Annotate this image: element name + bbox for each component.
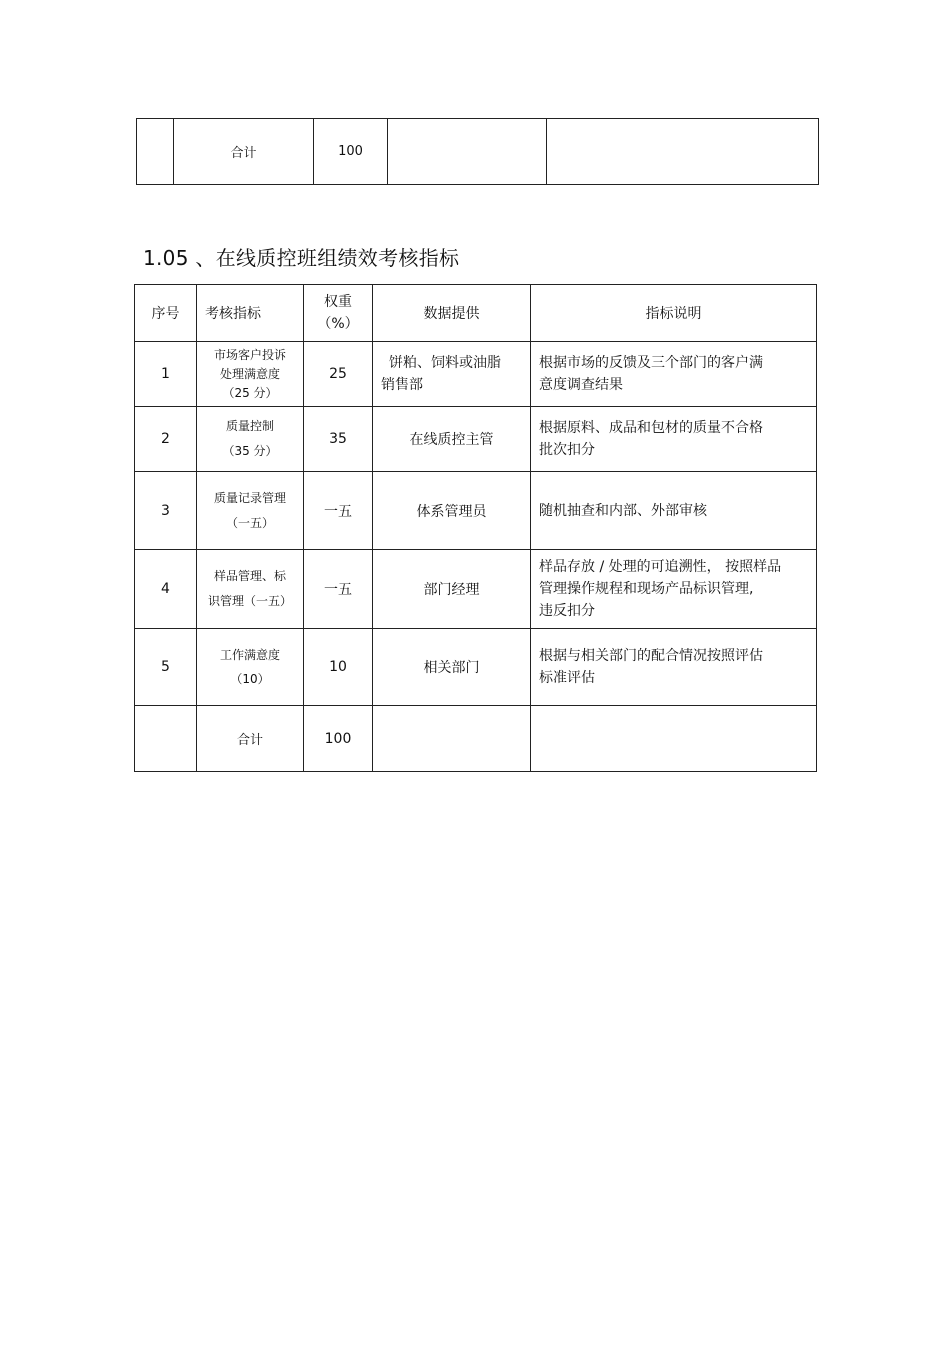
table-row — [135, 407, 817, 472]
row-seq: 4 — [135, 550, 197, 629]
description-line: 根据与相关部门的配合情况按照评估 — [539, 648, 763, 664]
indicator-line: （35 分） — [222, 444, 278, 458]
indicator-line: 识管理（一五） — [207, 594, 292, 608]
source-line: 销售部 — [381, 377, 423, 393]
row-indicator — [197, 629, 304, 706]
row-weight: 35 — [304, 407, 373, 472]
header-weight-line1: 权重 — [324, 294, 352, 310]
row-seq: 5 — [135, 629, 197, 706]
previous-table-total — [136, 118, 819, 185]
empty-cell — [137, 119, 174, 185]
header-row — [135, 285, 817, 342]
row-weight: 10 — [304, 629, 373, 706]
indicator-line: 样品管理、标 — [213, 569, 286, 583]
description-line: 标准评估 — [539, 670, 595, 686]
indicator-line: 市场客户投诉 — [213, 347, 286, 362]
source-line: 饼粕、饲料或油脂 — [389, 355, 501, 371]
row-weight: 一五 — [304, 472, 373, 550]
header-source: 数据提供 — [373, 285, 531, 342]
table-row — [135, 550, 817, 629]
row-description — [531, 407, 817, 472]
empty-cell — [547, 119, 819, 185]
empty-cell — [135, 706, 197, 772]
table-row — [135, 472, 817, 550]
total-value: 100 — [304, 706, 373, 772]
row-description: 随机抽查和内部、外部审核 — [531, 472, 817, 550]
row-indicator — [197, 472, 304, 550]
header-description: 指标说明 — [531, 285, 817, 342]
description-line: 违反扣分 — [539, 603, 595, 619]
indicator-line: 质量控制 — [225, 419, 274, 433]
header-weight-line2: （%） — [317, 316, 359, 332]
description-line: 根据市场的反馈及三个部门的客户满 — [539, 355, 763, 371]
row-weight: 一五 — [304, 550, 373, 629]
indicator-line: 质量记录管理 — [213, 490, 286, 505]
total-label: 合计 — [197, 706, 304, 772]
row-seq: 3 — [135, 472, 197, 550]
description-line: 根据原料、成品和包材的质量不合格 — [539, 420, 763, 436]
row-indicator — [197, 550, 304, 629]
table-row — [135, 342, 817, 407]
header-indicator: 考核指标 — [197, 285, 304, 342]
row-source: 相关部门 — [373, 629, 531, 706]
total-row — [137, 119, 819, 185]
total-row — [135, 706, 817, 772]
empty-cell — [388, 119, 547, 185]
row-seq: 2 — [135, 407, 197, 472]
row-indicator — [197, 342, 304, 407]
row-weight: 25 — [304, 342, 373, 407]
row-description — [531, 550, 817, 629]
total-label: 合计 — [174, 119, 314, 185]
header-weight — [304, 285, 373, 342]
indicator-line: 工作满意度 — [219, 648, 280, 662]
description-line: 意度调查结果 — [539, 377, 623, 393]
empty-cell — [373, 706, 531, 772]
table-row — [135, 629, 817, 706]
row-seq: 1 — [135, 342, 197, 407]
row-source: 部门经理 — [373, 550, 531, 629]
description-line: 管理操作规程和现场产品标识管理, — [539, 581, 754, 597]
indicator-line: （一五） — [225, 515, 274, 530]
section-title: 1.05 、在线质控班组绩效考核指标 — [143, 246, 460, 270]
row-indicator — [197, 407, 304, 472]
row-description — [531, 342, 817, 407]
description-line: 样品存放 / 处理的可追溯性， 按照样品 — [539, 559, 782, 575]
row-source: 体系管理员 — [373, 472, 531, 550]
indicator-line: （25 分） — [222, 385, 278, 400]
description-line: 批次扣分 — [539, 442, 595, 458]
row-source: 在线质控主管 — [373, 407, 531, 472]
indicator-line: （10） — [230, 672, 270, 686]
empty-cell — [531, 706, 817, 772]
indicator-line: 处理满意度 — [219, 366, 280, 381]
row-description — [531, 629, 817, 706]
header-seq: 序号 — [135, 285, 197, 342]
row-source — [373, 342, 531, 407]
total-value: 100 — [314, 119, 388, 185]
kpi-table — [134, 284, 817, 772]
